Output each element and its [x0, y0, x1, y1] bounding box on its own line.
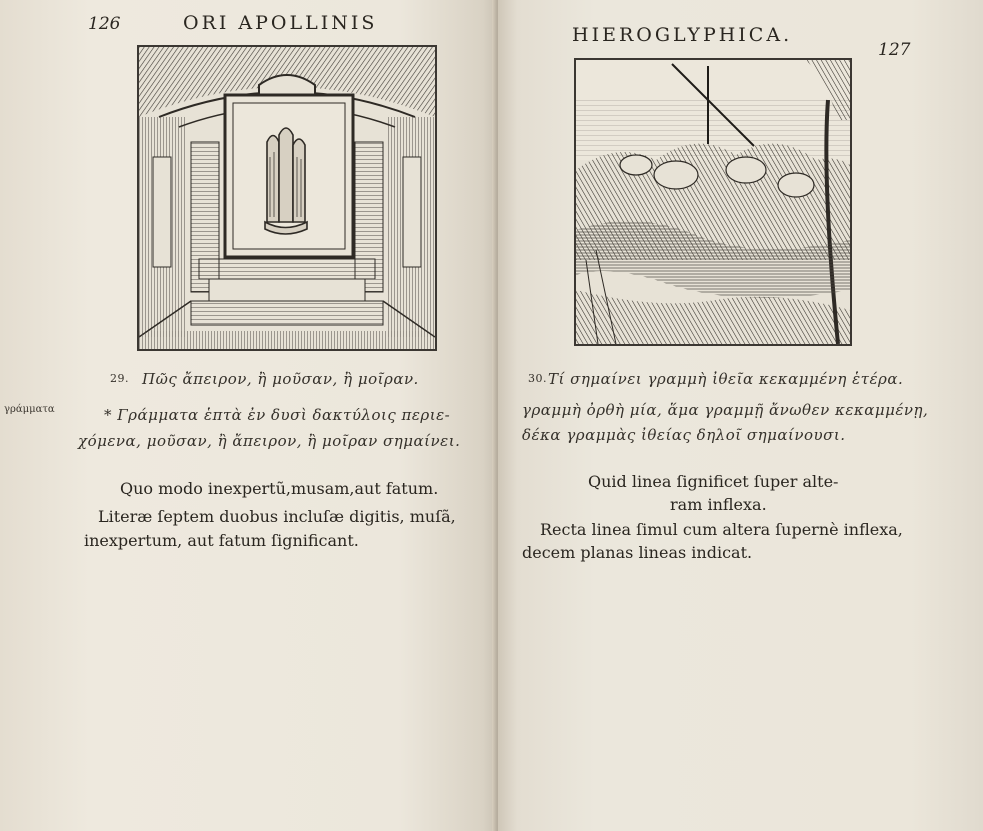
right-latin-heading-line-1: Quid linea ſignificet ſuper alte-	[588, 472, 839, 491]
left-margin-note: γράμματα	[4, 404, 55, 415]
right-greek-heading: Τί σημαίνει γραμμὴ ἰθεῖα κεκαμμένη ἑτέρα.	[548, 370, 904, 388]
right-greek-body-line-1: γραμμὴ ὀρθὴ μία, ἅμα γραμμῇ ἄνωθεν κεκαμμένῃ,	[522, 401, 929, 419]
temple-woodcut-drawing	[139, 47, 435, 349]
left-latin-body-line-1: Literæ ſeptem duobus incluſæ digitis, muſã,	[98, 507, 456, 526]
left-greek-heading: Πῶς ἄπειρον, ἢ μοῦσαν, ἢ μοῖραν.	[142, 370, 419, 388]
right-page	[498, 0, 983, 831]
temple-woodcut-illustration	[137, 45, 437, 351]
left-running-head: ORI APOLLINIS	[183, 12, 378, 34]
right-greek-heading-number: 30.	[528, 372, 547, 385]
left-greek-heading-number: 29.	[110, 372, 129, 385]
left-greek-body-line-2: χόμενα, μοῦσαν, ἢ ἄπειρον, ἢ μοῖραν σημαίνει.	[78, 432, 461, 450]
left-greek-body-line-1: * Γράμματα ἑπτὰ ἐν δυσὶ δακτύλοις περιε-	[104, 406, 451, 424]
landscape-woodcut-illustration	[574, 58, 852, 346]
right-latin-heading-line-2: ram inflexa.	[670, 495, 767, 514]
left-latin-heading: Quo modo inexpertũ,musam,aut fatum.	[120, 479, 439, 498]
landscape-woodcut-drawing	[576, 60, 850, 344]
right-greek-body-line-2: δέκα γραμμὰς ἰθείας δηλοῖ σημαίνουσι.	[522, 426, 846, 444]
right-page-number: 127	[878, 40, 911, 60]
left-latin-body-line-2: inexpertum, aut fatum ſignificant.	[84, 531, 359, 550]
left-page-number: 126	[88, 14, 121, 34]
right-latin-body-line-2: decem planas lineas indicat.	[522, 543, 753, 562]
right-running-head: HIEROGLYPHICA.	[572, 24, 793, 46]
right-latin-body-line-1: Recta linea ſimul cum altera ſupernè inflexa,	[540, 520, 903, 539]
